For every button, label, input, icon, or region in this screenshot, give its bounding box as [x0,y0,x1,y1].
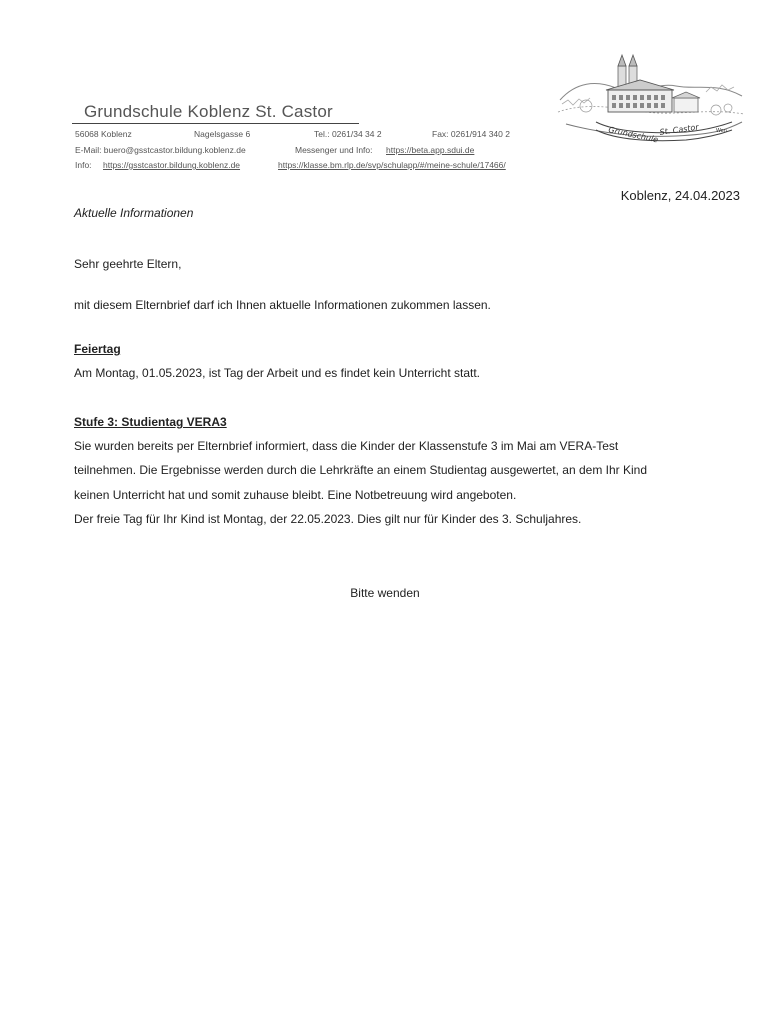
section-heading-feiertag: Feiertag [74,342,121,356]
school-website-link[interactable]: https://gsstcastor.bildung.koblenz.de [103,160,241,170]
school-name-underline [72,123,359,124]
section-line: Der freie Tag für Ihr Kind ist Montag, der 22.05.2023. Dies gilt nur für Kinder des 3. Schuljahres. [74,512,582,526]
logo-text-left: Grundschule [607,125,659,145]
logo-text-right: St. Castor [659,122,700,137]
phone-number: Tel.: 0261/34 34 2 [314,129,382,139]
street-address: Nagelsgasse 6 [194,129,251,139]
section-line: Am Montag, 01.05.2023, ist Tag der Arbeit und es findet kein Unterricht statt. [74,366,481,380]
section-line: teilnehmen. Die Ergebnisse werden durch die Lehrkräfte an einem Studientag ausgewertet, an dem Ihr Kind [74,463,648,477]
logo-text-small: Wen [716,128,727,134]
letter-date: Koblenz, 24.04.2023 [620,188,740,203]
fax-number: Fax: 0261/914 340 2 [432,129,510,139]
salutation: Sehr geehrte Eltern, [74,257,182,271]
section-line: Sie wurden bereits per Elternbrief informiert, dass die Kinder der Klassenstufe 3 im Mai am VERA-Test [74,439,619,453]
please-turn-over-note: Bitte wenden [350,586,420,600]
school-name: Grundschule Koblenz St. Castor [84,102,333,121]
section-line: keinen Unterricht hat und somit zuhause bleibt. Eine Notbetreuung wird angeboten. [74,488,517,502]
schulapp-link[interactable]: https://klasse.bm.rlp.de/svp/schulapp/#/meine-schule/17466/ [278,160,506,170]
messenger-link[interactable]: https://beta.app.sdui.de [386,145,475,155]
intro-paragraph: mit diesem Elternbrief darf ich Ihnen aktuelle Informationen zukommen lassen. [74,298,491,312]
postal-address: 56068 Koblenz [75,129,132,139]
school-building-sketch-icon [556,52,746,158]
letter-subject: Aktuelle Informationen [74,206,194,220]
section-heading-vera3: Stufe 3: Studientag VERA3 [74,415,227,429]
email-address: E-Mail: buero@gsstcastor.bildung.koblenz.de [75,145,246,155]
info-label: Info: [75,160,92,170]
messenger-label: Messenger und Info: [295,145,373,155]
